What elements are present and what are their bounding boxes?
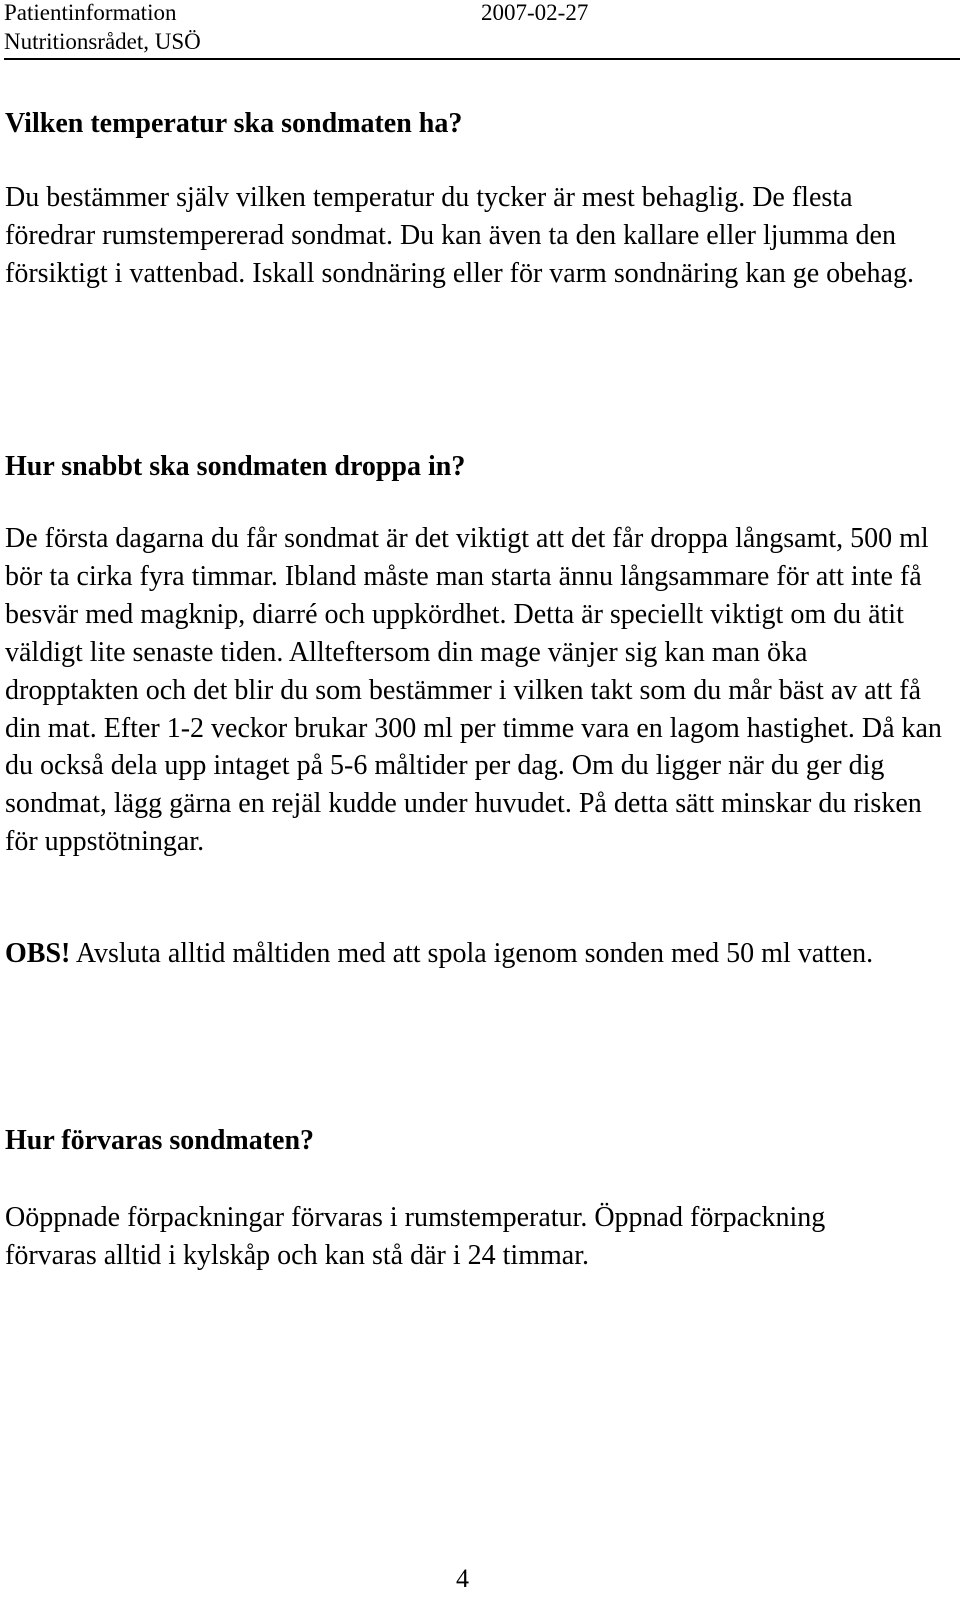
header-date: 2007-02-27 — [481, 0, 589, 25]
section-heading-temperature: Vilken temperatur ska sondmaten ha? — [5, 108, 463, 139]
header-department: Nutritionsrådet, USÖ — [4, 29, 201, 54]
page-header — [4, 0, 960, 60]
obs-note — [5, 935, 885, 973]
page-number: 4 — [456, 1564, 469, 1593]
obs-text: Avsluta alltid måltiden med att spola igenom sonden med 50 ml vatten. — [70, 938, 874, 969]
section-paragraph-temperature: Du bestämmer själv vilken temperatur du tycker är mest behaglig. De flesta föredrar rumstempererad sondmat. Du kan även ta den kallare eller ljumma den försiktigt i vattenbad. Iskall sondnäring eller för varm sondnäring kan ge obehag. — [5, 182, 914, 290]
obs-label: OBS! — [5, 938, 71, 969]
section-paragraph-storage: Oöppnade förpackningar förvaras i rumstemperatur. Öppnad förpackning förvaras alltid i kylskåp och kan stå där i 24 timmar. — [5, 1202, 826, 1272]
section-paragraph-drip-rate: De första dagarna du får sondmat är det viktigt att det får droppa långsamt, 500 ml bör ta cirka fyra timmar. Ibland måste man starta ännu långsammare för att inte få besvär med magknip, diarré och uppkördhet. Detta är speciellt viktigt om du ätit väldigt lite senaste tiden. Allteftersom din mage vänjer sig kan man öka dropptakten och det blir du som bestämmer i vilken takt som du mår bäst av att få din mat. Efter 1-2 veckor brukar 300 ml per timme vara en lagom hastighet. Då kan du också dela upp intaget på 5-6 måltider per dag. Om du ligger när du ger dig sondmat, lägg gärna en rejäl kudde under huvudet. På detta sätt minskar du risken för uppstötningar. — [5, 523, 942, 858]
header-title: Patientinformation — [4, 0, 177, 25]
section-heading-storage: Hur förvaras sondmaten? — [5, 1125, 315, 1156]
section-heading-drip-rate: Hur snabbt ska sondmaten droppa in? — [5, 451, 466, 482]
